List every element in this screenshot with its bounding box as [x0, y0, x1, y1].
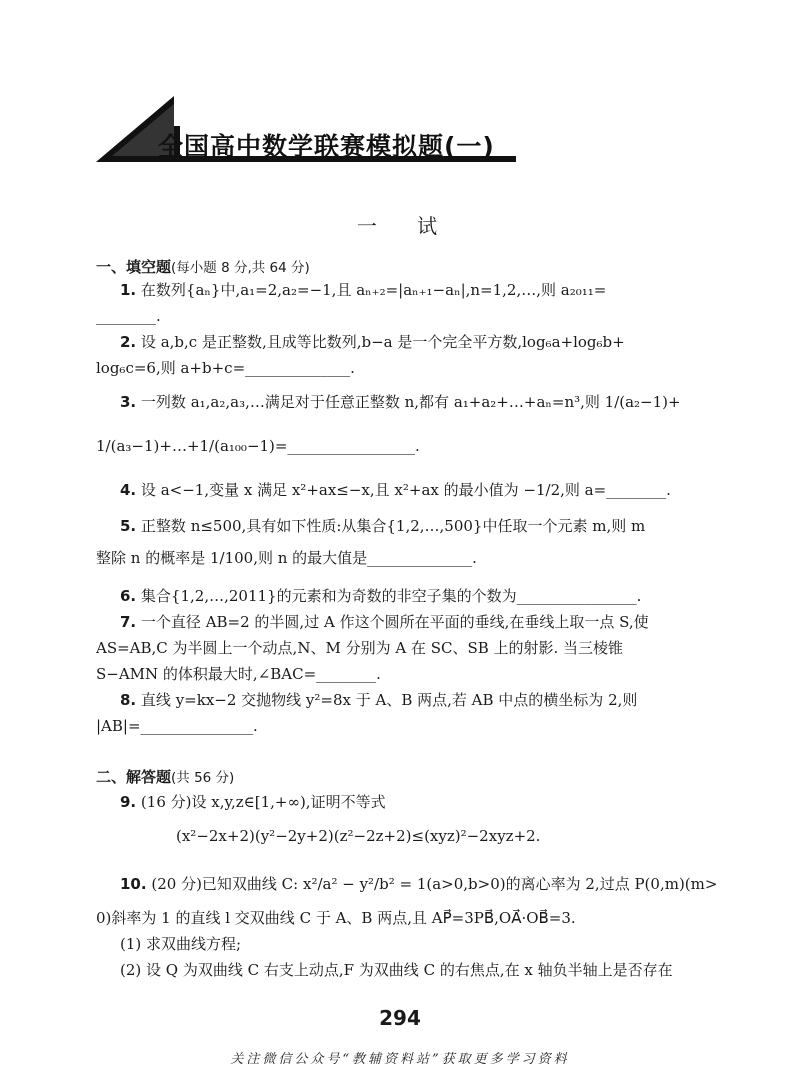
answer-section-note: (共 56 分) — [171, 770, 235, 786]
problem-text: (16 分)设 x,y,z∈[1,+∞),证明不等式 — [140, 793, 386, 811]
problem-text: (x²−2x+2)(y²−2y+2)(z²−2z+2)≤(xyz)²−2xyz+2. — [176, 827, 541, 845]
problem-text: 1/(a₃−1)+…+1/(a₁₀₀−1)=_________________. — [96, 437, 420, 455]
problem-text: 集合{1,2,…,2011}的元素和为奇数的非空子集的个数为________________. — [140, 587, 642, 605]
problem-number: 5. — [120, 517, 137, 535]
problem-line — [120, 792, 732, 812]
problem-text: 一列数 a₁,a₂,a₃,…满足对于任意正整数 n,都有 a₁+a₂+…+aₙ=n³,则 1/(a₂−1)+ — [140, 393, 681, 411]
problem-number: 1. — [120, 281, 137, 299]
problem-line — [96, 306, 708, 326]
problem-text: 正整数 n≤500,具有如下性质:从集合{1,2,…,500}中任取一个元素 m,则 m — [140, 517, 646, 535]
problem-line — [120, 392, 732, 412]
problem-number: 8. — [120, 691, 137, 709]
problem-text: AS=AB,C 为半圆上一个动点,N、M 分别为 A 在 SC、SB 上的射影. 当三棱锥 — [96, 639, 624, 657]
problem-line — [120, 280, 732, 300]
problem-text: 整除 n 的概率是 1/100,则 n 的最大值是______________. — [96, 549, 477, 567]
problem-line — [96, 664, 708, 684]
fill-in-section-heading — [96, 256, 310, 277]
problem-line — [120, 934, 732, 954]
problem-number: 4. — [120, 481, 137, 499]
problem-number: 10. — [120, 875, 147, 893]
problem-number: 9. — [120, 793, 137, 811]
problem-text: |AB|=_______________. — [96, 717, 258, 735]
problem-text: S−AMN 的体积最大时,∠BAC=________. — [96, 665, 381, 683]
problem-line — [96, 548, 708, 568]
problem-text: 直线 y=kx−2 交抛物线 y²=8x 于 A、B 两点,若 AB 中点的横坐标为 2,则 — [140, 691, 638, 709]
problem-line — [96, 436, 708, 456]
problem-number: 3. — [120, 393, 137, 411]
chapter-title: 全国高中数学联赛模拟题(一) — [158, 132, 495, 161]
problem-number: 7. — [120, 613, 137, 631]
problem-text: (2) 设 Q 为双曲线 C 右支上动点,F 为双曲线 C 的右焦点,在 x 轴负半轴上是否存在 — [120, 961, 673, 979]
problem-text: (1) 求双曲线方程; — [120, 935, 242, 953]
problem-line — [96, 358, 708, 378]
fill-in-section-note: (每小题 8 分,共 64 分) — [171, 260, 310, 276]
problem-line — [120, 960, 732, 980]
problem-line — [120, 874, 732, 894]
problem-text: (20 分)已知双曲线 C: x²/a² − y²/b² = 1(a>0,b>0)的离心率为 2,过点 P(0,m)(m> — [151, 875, 718, 893]
problem-text: 设 a,b,c 是正整数,且成等比数列,b−a 是一个完全平方数,log₆a+log₆b+ — [140, 333, 625, 351]
problem-line — [120, 586, 732, 606]
problem-text: 在数列{aₙ}中,a₁=2,a₂=−1,且 aₙ₊₂=|aₙ₊₁−aₙ|,n=1,2,…,则 a₂₀₁₁= — [140, 281, 607, 299]
problem-text: 一个直径 AB=2 的半圆,过 A 作这个圆所在平面的垂线,在垂线上取一点 S,使 — [140, 613, 649, 631]
problem-text: log₆c=6,则 a+b+c=______________. — [96, 359, 355, 377]
problem-line — [120, 480, 732, 500]
page-number: 294 — [379, 1006, 421, 1030]
problem-line — [96, 716, 708, 736]
fill-in-section-title: 一、填空题 — [96, 258, 172, 276]
problem-line — [120, 690, 732, 710]
problem-line — [120, 516, 732, 536]
problem-number: 2. — [120, 333, 137, 351]
answer-section-title: 二、解答题 — [96, 768, 172, 786]
problem-number: 6. — [120, 587, 137, 605]
problem-line — [96, 638, 708, 658]
problem-text: 0)斜率为 1 的直线 l 交双曲线 C 于 A、B 两点,且 AP⃗=3PB⃗,OA⃗·OB⃗=3. — [96, 909, 576, 927]
problem-line — [96, 908, 708, 928]
problem-text: 设 a<−1,变量 x 满足 x²+ax≤−x,且 x²+ax 的最小值为 −1/2,则 a=________. — [140, 481, 671, 499]
problem-line — [120, 332, 732, 352]
footer-note: 关注微信公众号“教辅资料站”获取更多学习资料 — [230, 1052, 570, 1067]
inequality-formula — [176, 826, 788, 846]
problem-text: ________. — [96, 307, 161, 325]
problem-line — [120, 612, 732, 632]
section-subtitle: 一 试 — [356, 214, 444, 238]
answer-section-heading — [96, 766, 234, 787]
